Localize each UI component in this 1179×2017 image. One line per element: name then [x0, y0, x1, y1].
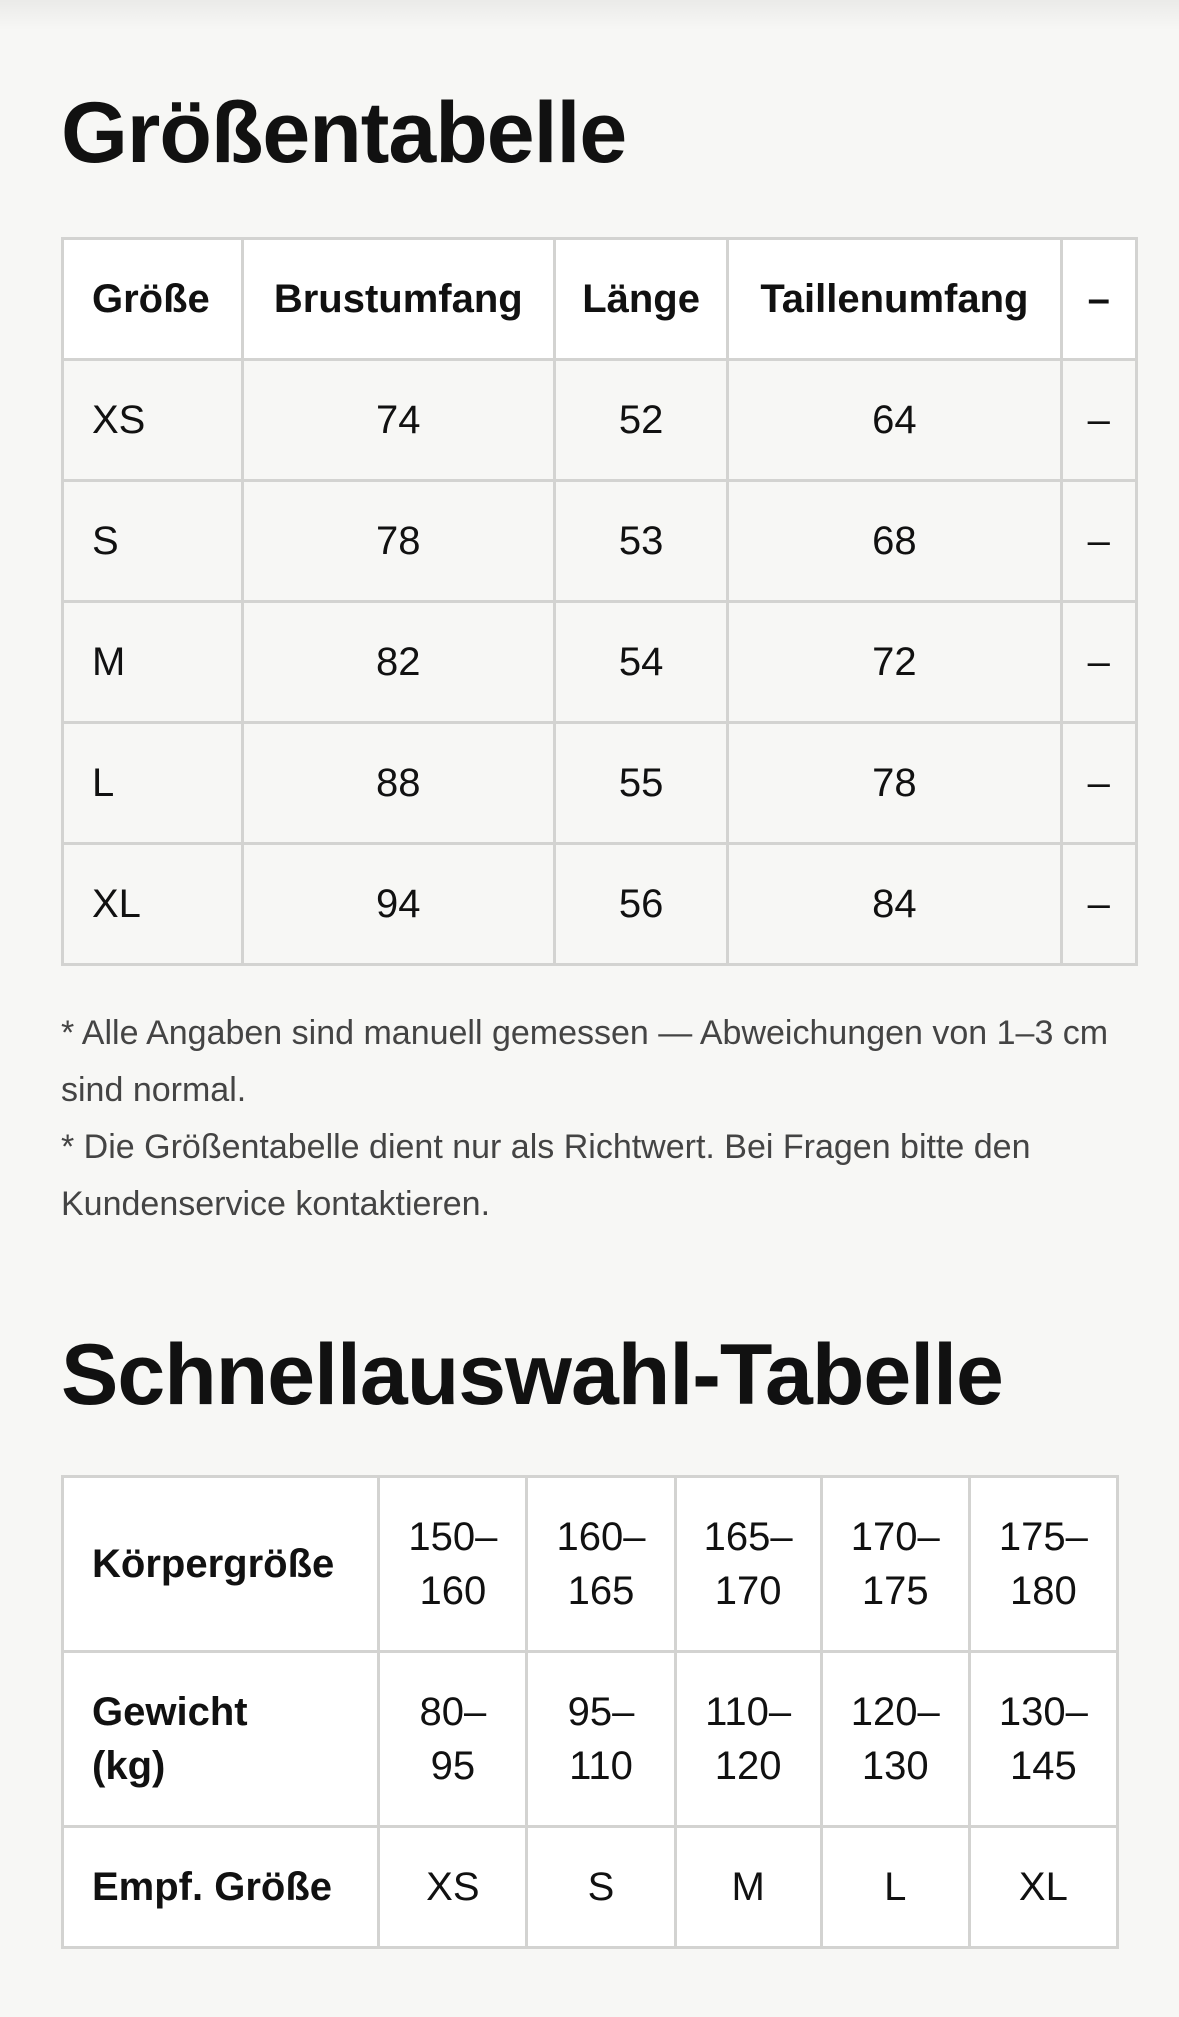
- height-range-cell: 160– 165: [527, 1477, 675, 1652]
- size-chart-notes: [61, 1005, 1121, 1233]
- waist-cell: 78: [728, 723, 1061, 844]
- length-cell: 53: [554, 481, 727, 602]
- weight-range-cell: 130– 145: [969, 1652, 1117, 1827]
- table-row: [63, 844, 1137, 965]
- note-guidance: * Die Größentabelle dient nur als Richtwert. Bei Fragen bitte den Kundenservice kontaktieren.: [61, 1128, 1031, 1223]
- length-cell: 54: [554, 602, 727, 723]
- size-chart-table: [61, 237, 1138, 966]
- chest-cell: 88: [242, 723, 554, 844]
- chest-cell: 82: [242, 602, 554, 723]
- note-measurement: * Alle Angaben sind manuell gemessen — Abweichungen von 1–3 cm sind normal.: [61, 1014, 1109, 1109]
- header-size: Größe: [63, 239, 243, 360]
- row-label-recommended-size: Empf. Größe: [63, 1827, 379, 1948]
- weight-range-cell: 120– 130: [821, 1652, 969, 1827]
- chest-cell: 94: [242, 844, 554, 965]
- header-extra: –: [1061, 239, 1136, 360]
- recommended-size-cell: L: [821, 1827, 969, 1948]
- quick-select-title: Schnellauswahl-Tabelle: [61, 1327, 1003, 1423]
- extra-cell: –: [1061, 844, 1136, 965]
- extra-cell: –: [1061, 723, 1136, 844]
- chest-cell: 74: [242, 360, 554, 481]
- table-row: [63, 360, 1137, 481]
- height-range-cell: 150– 160: [379, 1477, 527, 1652]
- extra-cell: –: [1061, 360, 1136, 481]
- length-cell: 56: [554, 844, 727, 965]
- size-cell: XS: [63, 360, 243, 481]
- table-row: [63, 1652, 1118, 1827]
- header-chest: Brustumfang: [242, 239, 554, 360]
- size-cell: M: [63, 602, 243, 723]
- height-range-cell: 165– 170: [675, 1477, 821, 1652]
- chest-cell: 78: [242, 481, 554, 602]
- table-row: [63, 602, 1137, 723]
- extra-cell: –: [1061, 602, 1136, 723]
- recommended-size-cell: M: [675, 1827, 821, 1948]
- top-shadow: [0, 0, 1179, 30]
- length-cell: 52: [554, 360, 727, 481]
- waist-cell: 64: [728, 360, 1061, 481]
- weight-range-cell: 80– 95: [379, 1652, 527, 1827]
- waist-cell: 72: [728, 602, 1061, 723]
- height-range-cell: 170– 175: [821, 1477, 969, 1652]
- table-row: [63, 1477, 1118, 1652]
- table-row: [63, 481, 1137, 602]
- weight-range-cell: 95– 110: [527, 1652, 675, 1827]
- recommended-size-cell: XS: [379, 1827, 527, 1948]
- row-label-height: Körpergröße: [63, 1477, 379, 1652]
- waist-cell: 84: [728, 844, 1061, 965]
- quick-select-table: [61, 1475, 1119, 1949]
- recommended-size-cell: S: [527, 1827, 675, 1948]
- length-cell: 55: [554, 723, 727, 844]
- waist-cell: 68: [728, 481, 1061, 602]
- size-cell: L: [63, 723, 243, 844]
- size-chart-title: Größentabelle: [61, 85, 627, 181]
- table-row: [63, 1827, 1118, 1948]
- weight-range-cell: 110– 120: [675, 1652, 821, 1827]
- size-cell: S: [63, 481, 243, 602]
- table-row: [63, 723, 1137, 844]
- header-waist: Taillenumfang: [728, 239, 1061, 360]
- row-label-weight: Gewicht (kg): [63, 1652, 379, 1827]
- height-range-cell: 175– 180: [969, 1477, 1117, 1652]
- size-cell: XL: [63, 844, 243, 965]
- recommended-size-cell: XL: [969, 1827, 1117, 1948]
- extra-cell: –: [1061, 481, 1136, 602]
- size-chart-header-row: [63, 239, 1137, 360]
- header-length: Länge: [554, 239, 727, 360]
